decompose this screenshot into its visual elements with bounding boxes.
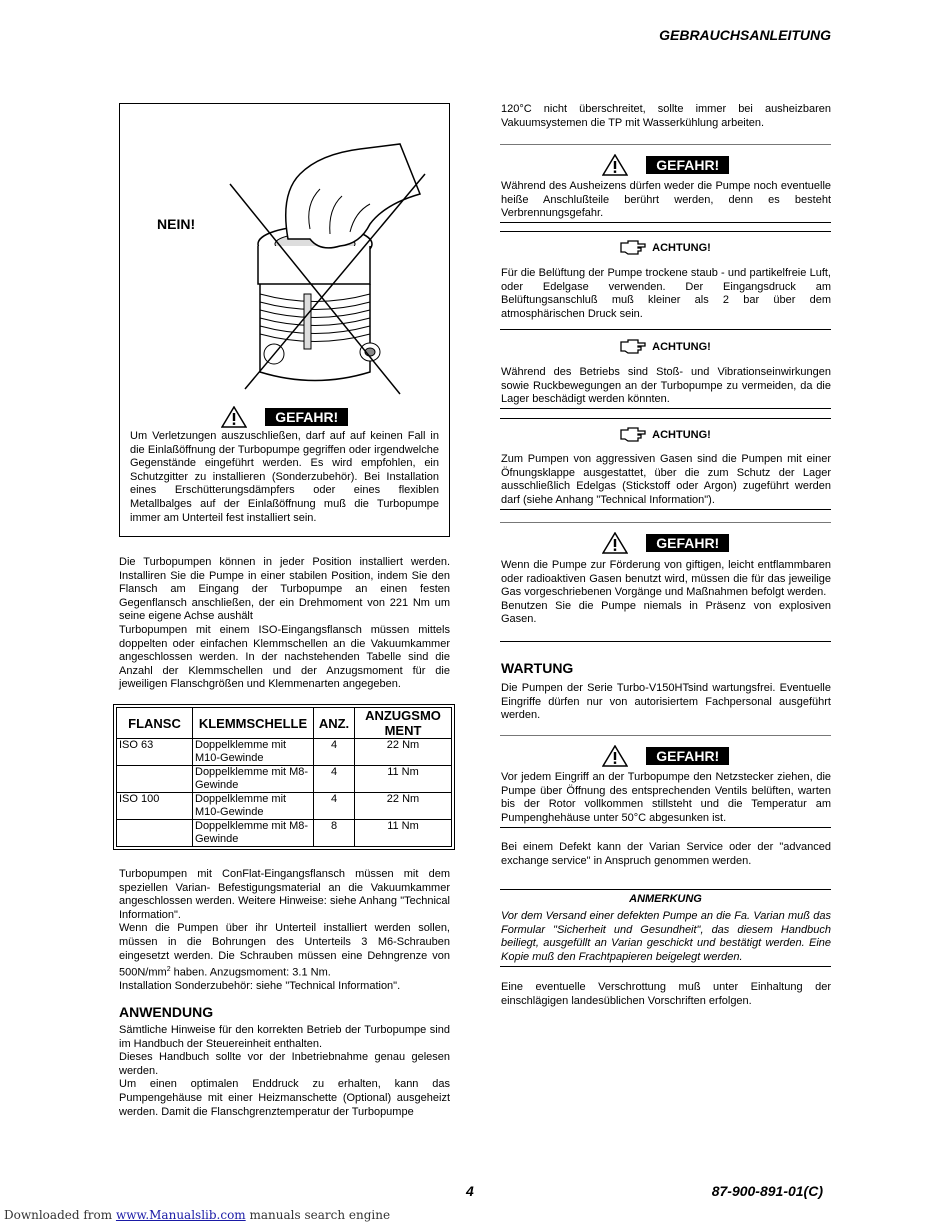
divider [500, 735, 831, 736]
left-column-upper [119, 556, 450, 692]
base-install-paragraph [119, 922, 450, 980]
left-column-lower [119, 868, 450, 1119]
achtung-label: ACHTUNG! [652, 428, 711, 441]
col-header-klemmschelle: KLEMMSCHELLE [193, 708, 314, 739]
divider [500, 144, 831, 145]
divider [500, 827, 831, 828]
gefahr-label: GEFAHR! [646, 534, 729, 552]
cell-moment: 22 Nm [355, 793, 452, 820]
installation-paragraph: Die Turbopumpen können in jeder Position installiert werden. Installiren Sie die Pumpe in einer stabilen Position, indem Sie den Flansch am Eingang der Turbopumpe an einen festen Gegenflansch anschließen, der ein Drehmoment von 221 Nm um seine eigene Achse aushält [119, 556, 450, 623]
cell-klemme: Doppelklemme mit M10-Gewinde [193, 739, 314, 766]
anwendung-paragraph-2: Dieses Handbuch sollte vor der Inbetriebnahme genau gelesen werden. [119, 1051, 450, 1077]
cell-moment: 22 Nm [355, 739, 452, 766]
cell-flansch: ISO 100 [117, 793, 193, 820]
defekt-paragraph: Bei einem Defekt kann der Varian Service oder der "advanced exchange service" in Anspruch genommen werden. [501, 841, 831, 867]
warning-text-2-block [501, 559, 831, 627]
warning-text-2b: Benutzen Sie die Pumpe niemals in Präsenz von explosiven Gasen. [501, 599, 831, 626]
achtung-line-2 [500, 338, 831, 356]
divider [500, 418, 831, 419]
warning-text-3: Vor jedem Eingriff an der Turbopumpe den Netzstecker ziehen, die Pumpe über Öffnung des entsprechenden Ventils belüften, warten bis der Rotor vollkommen stillsteht und die Temperatur am Pumpenghehäuse unter 50°C abgesunken ist. [501, 771, 831, 824]
gefahr-line-2 [500, 532, 831, 554]
heading-wartung: WARTUNG [501, 660, 574, 676]
pointing-hand-icon [620, 240, 646, 256]
achtung-text-2: Während des Betriebs sind Stoß- und Vibrationseinwirkungen sowie Ruckbewegungen an der Turbopumpe zu vermeiden, da die Lager beschädigt werden könnten. [501, 366, 831, 406]
warning-triangle-icon [602, 532, 628, 554]
anmerkung-label: ANMERKUNG [629, 893, 702, 905]
cell-klemme: Doppelklemme mit M10-Gewinde [193, 793, 314, 820]
anwendung-paragraph-1: Sämtliche Hinweise für den korrekten Betrieb der Turbopumpe sind im Handbuch der Steuereinheit enthalten. [119, 1024, 450, 1050]
divider [500, 231, 831, 232]
cell-moment: 11 Nm [355, 820, 452, 847]
table-header-row [117, 708, 452, 739]
achtung-line-3 [500, 426, 831, 444]
divider [500, 222, 831, 223]
cell-moment: 11 Nm [355, 766, 452, 793]
cell-klemme: Doppelklemme mit M8-Gewinde [193, 820, 314, 847]
pointing-hand-icon [620, 339, 646, 355]
heading-anwendung: ANWENDUNG [119, 1004, 214, 1020]
table-row [117, 766, 452, 793]
achtung-text-3: Zum Pumpen von aggressiven Gasen sind die Pumpen mit einer Öfnungsklappe ausgestattet, über die zum Schutz der Lager ausschließlich Edelgas (Stickstoff oder Argon) zugeführt werden darf (siehe Anhang "Technical Information"). [501, 453, 831, 506]
col-header-flansch: FLANSC [117, 708, 193, 739]
warning-triangle-icon [221, 406, 247, 428]
base-install-text: Wenn die Pumpen über ihr Unterteil installiert werden sollen, müssen in die Bohrungen des Unterteils 3 M6-Schrauben eingesetzt werden. Die Schrauben müssen eine Dehngrenze von 500N/mm [119, 922, 450, 979]
manualslib-link[interactable]: www.Manualslib.com [115, 1208, 246, 1222]
document-header-title: GEBRAUCHSANLEITUNG [659, 27, 831, 43]
gefahr-label: GEFAHR! [646, 747, 729, 765]
table-row [117, 793, 452, 820]
conflat-paragraph: Turbopumpen mit ConFlat-Eingangsflansch müssen mit dem speziellen Varian- Befestigungsmaterial an die Vakuumkammer angeschlossen werden. Weitere Hinweise: siehe Anhang "Technical Information". [119, 868, 450, 921]
gefahr-label: GEFAHR! [646, 156, 729, 174]
divider [500, 509, 831, 510]
divider [500, 522, 831, 523]
cell-flansch [117, 766, 193, 793]
divider [500, 966, 831, 967]
col-header-anzugsmoment: ANZUGSMO MENT [355, 708, 452, 739]
warning-text-2a: Wenn die Pumpe zur Förderung von giftigen, leicht entflammbaren oder radioaktiven Gasen benutzt wird, müssen die für das jeweilige Gas vorgeschriebenen Vorgänge und Maßnahmen befolgt werden. [501, 559, 831, 599]
cell-klemme: Doppelklemme mit M8-Gewinde [193, 766, 314, 793]
warning-triangle-icon [602, 745, 628, 767]
gefahr-line-1 [500, 154, 831, 176]
pointing-hand-icon [620, 427, 646, 443]
download-prefix: Downloaded from [4, 1208, 116, 1222]
warning-triangle-icon [602, 154, 628, 176]
download-footer [4, 1208, 390, 1222]
clamp-table [116, 707, 452, 847]
anmerkung-text: Vor dem Versand einer defekten Pumpe an die Fa. Varian muß das Formular "Sicherheit und Gesundheit", das diesem Handbuch beiliegt, ausgefüllt an Varian geschickt und bestätigt werden. Eine Kopie muß den Frachtpapieren beigelegt werden. [501, 910, 831, 963]
verschrottung-paragraph: Eine eventuelle Verschrottung muß unter Einhaltung der einschlägigen landesüblichen Vorschriften erfolgen. [501, 981, 831, 1007]
divider [500, 408, 831, 409]
figure-warning-text: Um Verletzungen auszuschließen, darf auf auf keinen Fall in die Einlaßöffnung der Turbopumpe gegriffen oder irgendwelche Gegenstände eingeführt werden. Es wird empfohlen, ein Schutzgitter zu installieren (Sonderzubehör). Bei Installation eines Erschütterungsdämpfers oder eines flexiblen Metallbalges auf der Einlaßöffnung muß die Turbopumpe immer am Unterteil fest installiert sein. [130, 430, 439, 524]
cell-anz: 4 [314, 739, 355, 766]
base-install-text-end: haben. Anzugsmoment: 3.1 Nm. [170, 966, 331, 979]
document-number: 87-900-891-01(C) [711, 1183, 823, 1199]
warning-figure-box [119, 103, 450, 537]
achtung-label: ACHTUNG! [652, 340, 711, 353]
cell-anz: 8 [314, 820, 355, 847]
pump-hand-illustration [210, 134, 440, 404]
iso-flange-paragraph: Turbopumpen mit einem ISO-Eingangsflansch müssen mittels doppelten oder einfachen Klemmschellen an die Vakuumkammer angeschlossen werden. In der nachstehenden Tabelle sind die Anzahl der Klemmschellen und der Anzugsmoment für die jeweiligen Flanschgrößen und Klemmenarten angegeben. [119, 623, 450, 691]
divider [500, 329, 831, 330]
wartung-paragraph: Die Pumpen der Serie Turbo-V150HTsind wartungsfrei. Eventuelle Eingriffe dürfen nur von autorisiertem Fachpersonal ausgeführt werden. [501, 682, 831, 722]
cell-anz: 4 [314, 793, 355, 820]
cell-flansch: ISO 63 [117, 739, 193, 766]
table-row [117, 820, 452, 847]
bakeout-paragraph: 120°C nicht überschreitet, sollte immer bei ausheizbaren Vakuumsystemen die TP mit Wasserkühlung arbeiten. [501, 103, 831, 129]
accessory-paragraph: Installation Sonderzubehör: siehe "Technical Information". [119, 980, 401, 993]
cell-flansch [117, 820, 193, 847]
download-suffix: manuals search engine [245, 1208, 391, 1222]
col-header-anzahl: ANZ. [314, 708, 355, 739]
achtung-label: ACHTUNG! [652, 241, 711, 254]
page-number: 4 [466, 1183, 474, 1199]
gefahr-label: GEFAHR! [265, 408, 348, 426]
warning-text-1: Während des Ausheizens dürfen weder die Pumpe noch eventuelle heiße Anschlußteile berührt werden, denn es besteht Verbrennungsgefahr. [501, 180, 831, 220]
achtung-line-1 [500, 239, 831, 257]
divider [500, 641, 831, 642]
divider [500, 889, 831, 890]
clamp-table-frame [113, 704, 455, 850]
achtung-text-1: Für die Belüftung der Pumpe trockene staub - und partikelfreie Luft, oder Edelgase verwenden. Der Eingangsdruck am Belüftungsanschluß muß kleiner als 2 bar über dem atmosphärischen Druck sein. [501, 267, 831, 320]
figure-warning-line [120, 406, 449, 428]
anwendung-paragraph-3: Um einen optimalen Enddruck zu erhalten, kann das Pumpengehäuse mit einer Heizmanschette (Optional) ausgeheizt werden. Damit die Flanschgrenztemperatur der Turbopumpe [119, 1078, 450, 1118]
gefahr-line-3 [500, 745, 831, 767]
table-row [117, 739, 452, 766]
cell-anz: 4 [314, 766, 355, 793]
superscript: 2 [166, 966, 171, 974]
nein-label: NEIN! [157, 216, 196, 232]
